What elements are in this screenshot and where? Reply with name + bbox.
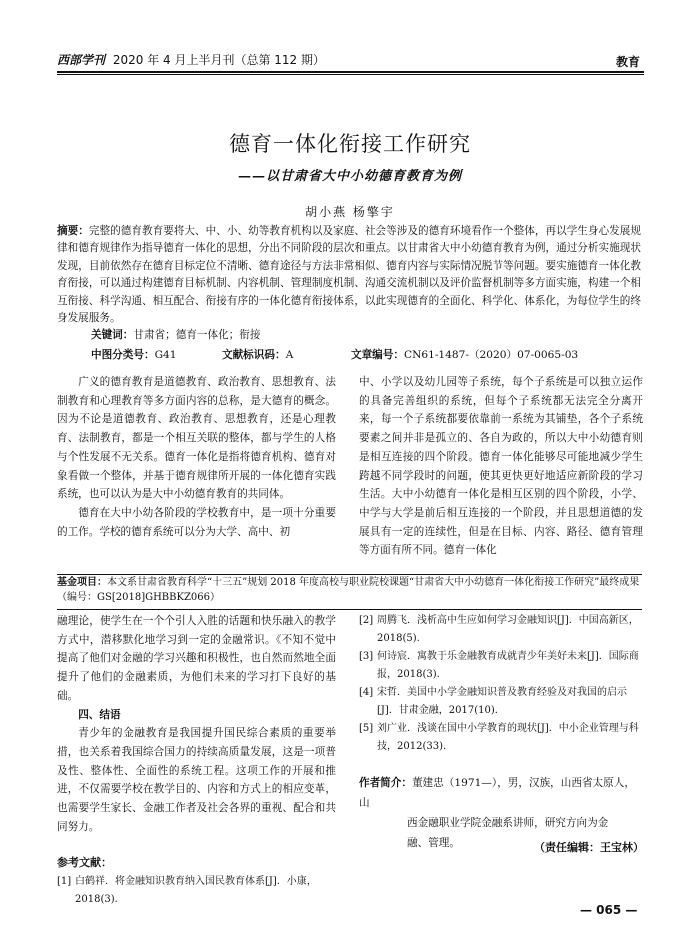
reference-item: [3] 何诗宸．寓教于乐金融教育成就青少年美好未来[J]．国际商报，2018(3). xyxy=(359,651,639,680)
abstract xyxy=(57,223,641,327)
doc-label: 文献标识码： xyxy=(222,349,286,361)
section-heading: 四、结语 xyxy=(78,708,121,721)
references-title: 参考文献： xyxy=(57,856,112,869)
class-value: G41 xyxy=(154,349,177,361)
class-label: 中图分类号： xyxy=(91,349,155,361)
abstract-label: 摘要： xyxy=(57,225,89,237)
abstract-text: 完整的德育教育要将大、中、小、幼等教育机构以及家庭、社会等涉及的德育环境看作一个整体，再以学生身心发展规律和德育规律作为指导德育一体化的思想，分出不同阶段的层次和重点。以甘肃省大中小幼德育教育为例，通过分析实施现状发现，目前依然存在德育目标定位不清晰、德育途径与方法非常相似、德育内容与实际情况脱节等问题。要实施德育一体化教育衔接，可以通过构建德育目标机制、内容机制、管理制度机制、沟通交流机制以及评价监督机制等多方面实施，构建一个相互衔接、科学沟通、相互配合、衔接有序的一体化德育衔接体系，以此实现德育的全面化、科学化、体系化，为每位学生的终身发展服务。 xyxy=(57,225,641,325)
bio-label: 作者简介： xyxy=(359,777,412,789)
reference-item: [5] 刘广业．浅谈在国中小学教育的现状[J]．中小企业管理与科技，2012(33). xyxy=(359,723,639,752)
fund-rule-bottom xyxy=(57,609,642,610)
authors: 胡小燕 杨擎宇 xyxy=(305,205,395,219)
body-left-top xyxy=(57,373,336,541)
body-right-top xyxy=(359,373,643,560)
article-no-value: CN61-1487-（2020）07-0065-03 xyxy=(403,349,579,361)
keywords xyxy=(91,327,261,342)
paragraph: 中、小学以及幼儿园等子系统，每个子系统是可以独立运作的具备完善组织的系统，但每个子系统都无法完全分离开来，每一个子系统都要依靠前一系统为其铺垫，各个子系统要素之间并非是孤立的、各自为政的，所以大中小幼德育则是相互连接的四个阶段。德育一体化能够尽可能地减少学生跨越不同学段时的问题，使其更快更好地适应新阶段的学习生活。大中小幼德育一体化是相互区别的四个阶段，小学、中学与大学是前后相互连接的一个阶段，并且思想道德的发展具有一定的连续性，但是在目标、内容、路径、德育管理等方面有所不同。德育一体化 xyxy=(359,376,643,557)
references-list xyxy=(359,612,643,756)
fund-label: 基金项目： xyxy=(57,577,107,588)
keywords-label: 关键词： xyxy=(91,329,134,341)
issue-info: 2020 年 4 月上半月刊（总第 112 期） xyxy=(112,53,325,67)
article-title: 德育一体化衔接工作研究 xyxy=(229,132,471,156)
body-left-bottom xyxy=(57,612,336,836)
editor-note: （责任编辑：王宝林） xyxy=(534,841,644,854)
reference-item: [2] 周腾飞．浅析高中生应如何学习金融知识[J]．中国高新区，2018(5). xyxy=(359,615,639,644)
doc-value: A xyxy=(285,349,294,361)
header-rule xyxy=(57,71,644,73)
reference-item: [4] 宋哲．美国中小学金融知识普及教育经验及对我国的启示[J]．甘肃金融，2017(10). xyxy=(359,687,627,716)
running-header xyxy=(57,51,325,68)
section-label: 教育 xyxy=(616,55,641,69)
journal-logo: 西部学刊 xyxy=(57,53,106,67)
author-bio: 作者简介：董建忠（1971—），男，汉族，山西省太原人，山 西金融职业学院金融系讲师，研究方向为金 融、管理。 xyxy=(359,777,635,849)
article-subtitle: ——以甘肃省大中小幼德育教育为例 xyxy=(237,169,462,184)
paragraph: 融理论，使学生在一个个引人入胜的话题和快乐融入的教学方式中，潜移默化地学习到一定的金融常识。《不知不觉中提高了他们对金融的学习兴趣和积极性，也自然而然地全面提升了他们的金融素质，为他们未来的学习打下良好的基础。 xyxy=(57,615,336,702)
fund-note xyxy=(57,575,642,605)
paragraph: 德育在大中小幼各阶段的学校教育中，是一项十分重要的工作。学校的德育系统可以分为大学、高中、初 xyxy=(57,506,336,538)
paragraph: 青少年的金融教育是我国提升国民综合素质的重要举措，也关系着我国综合国力的持续高质量发展，这是一项普及性、整体性、全面性的系统工程。这项工作的开展和推进，不仅需要学校在教学目的、内容和方式上的相应变革，也需要学生家长、金融工作者及社会各界的重视、配合和共同努力。 xyxy=(57,727,336,833)
page-number: — 065 — xyxy=(580,903,638,917)
article-no-label: 文章编号： xyxy=(351,349,404,361)
header-rule-thin xyxy=(57,74,644,75)
fund-text: 本文系甘肃省教育科学“十三五”规划 2018 年度高校与职业院校课题“甘肃省大中小幼德育一体化衔接工作研究”最终成果（编号：GS[2018]GHBBKZ066） xyxy=(57,577,640,603)
reference-item: [1] 白鹤祥．将金融知识教育纳入国民教育体系[J]．小康，2018(3). xyxy=(57,876,317,905)
paragraph: 广义的德育教育是道德教育、政治教育、思想教育、法制教育和心理教育等多方面内容的总称，是大德育的概念。因为不论是道德教育、政治教育、思想教育，还是心理教育、法制教育，都是一个相互关联的整体，都与学生的人格与个性发展不无关系。德育一体化是指将德育机构、德育对象看做一个整体，并基于德育规律所开展的一体化德育实践系统，也可以认为是大中小幼德育教育的共同体。 xyxy=(57,376,336,501)
keywords-text: 甘肃省；德育一体化；衔接 xyxy=(133,329,261,341)
